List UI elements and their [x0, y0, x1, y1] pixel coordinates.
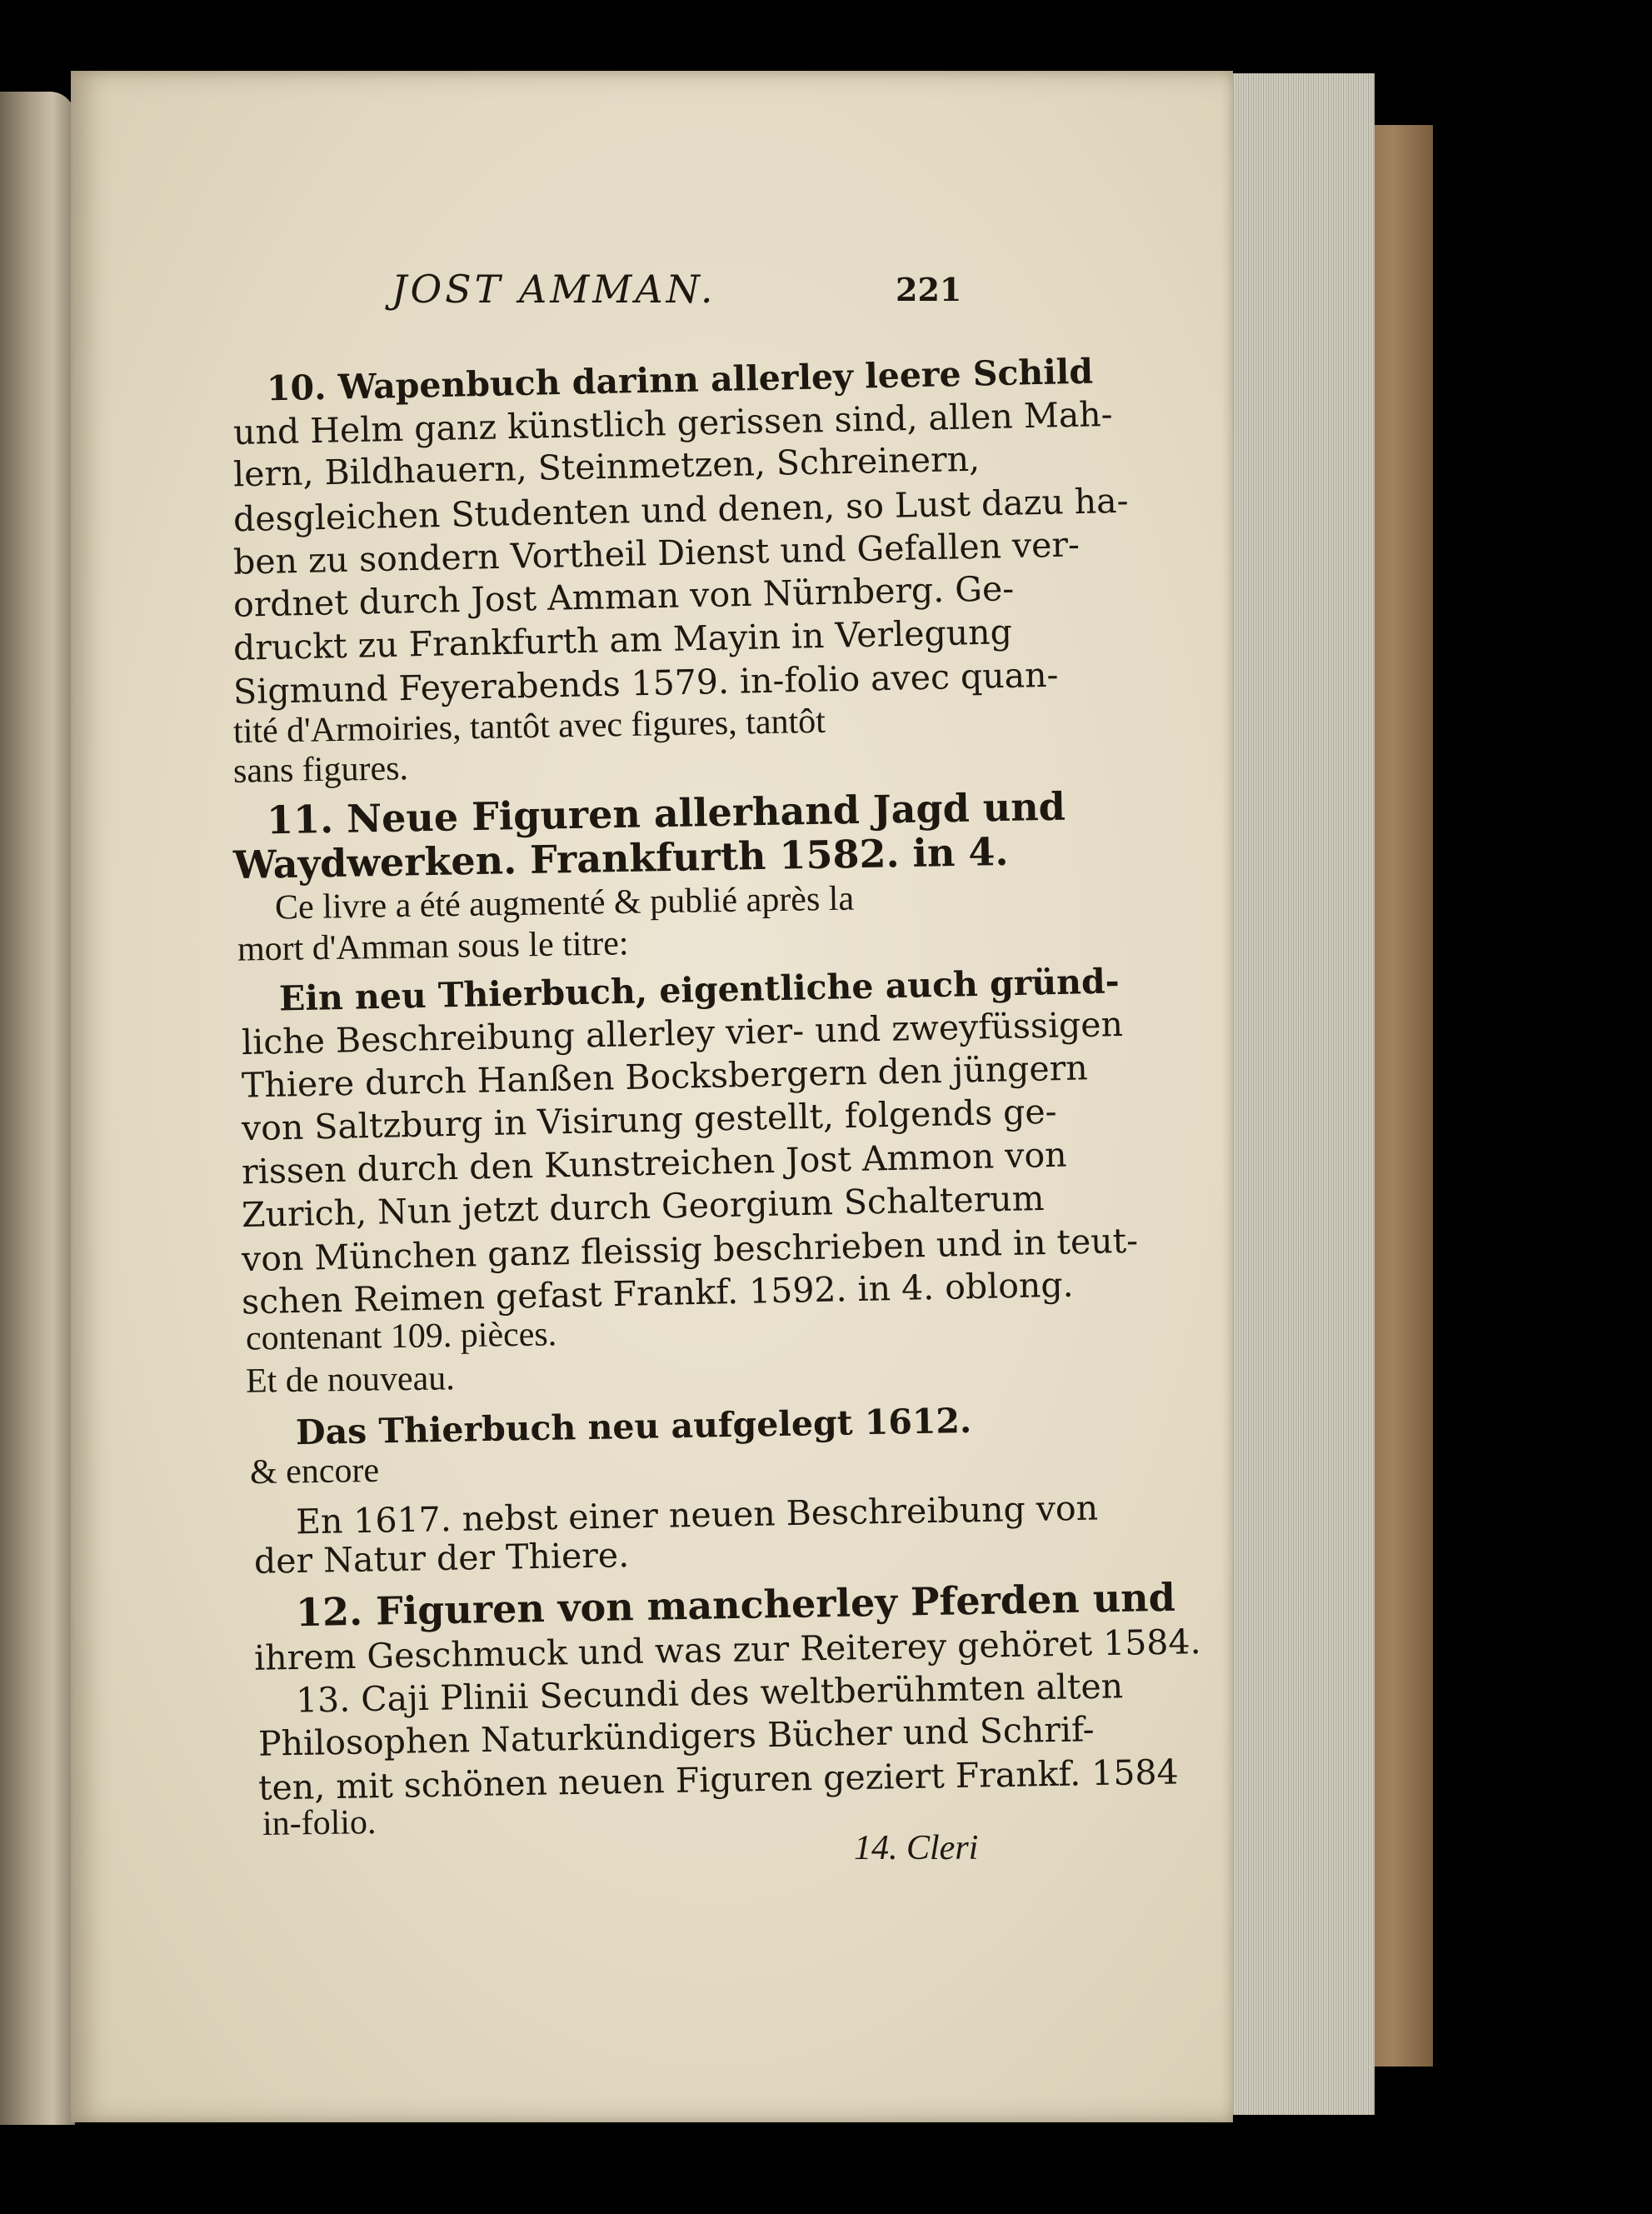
text-line: lern, Bildhauern, Steinmetzen, Schreinern,: [232, 438, 981, 495]
text-line: Ein neu Thierbuch, eigentliche auch gründ-: [278, 961, 1120, 1019]
text-line: Waydwerken. Frankfurth 1582. in 4.: [232, 828, 1009, 888]
text-line: Philosophen Naturkündigers Bücher und Schrif-: [257, 1709, 1095, 1764]
text-line: desgleichen Studenten und denen, so Lust dazu ha-: [232, 480, 1129, 540]
text-line: Ce livre a été augmenté & publié après la: [274, 879, 855, 927]
text-line: 13. Caji Plinii Secundi des weltberühmten alten: [295, 1666, 1124, 1721]
text-line: En 1617. nebst einer neuen Beschreibung von: [295, 1487, 1099, 1542]
text-line: ten, mit schönen neuen Figuren geziert Frankf. 1584: [257, 1752, 1180, 1808]
text-line: liche Beschreibung allerley vier- und zweyfüssigen: [241, 1003, 1124, 1063]
text-line: ben zu sondern Vortheil Dienst und Gefallen ver-: [232, 524, 1081, 582]
catchword: 14. Cleri: [854, 1829, 979, 1867]
text-line: rissen durch den Kunstreichen Jost Ammon von: [241, 1134, 1068, 1192]
text-line: von München ganz fleissig beschrieben und in teut-: [241, 1220, 1139, 1280]
page-number: 221: [896, 271, 962, 308]
text-line: ihrem Geschmuck und was zur Reiterey gehöret 1584.: [253, 1622, 1201, 1678]
text-line: 10. Wapenbuch darinn allerley leere Schild: [266, 351, 1094, 409]
text-line: und Helm ganz künstlich gerissen sind, allen Mah-: [232, 393, 1113, 453]
text-line: tité d'Armoiries, tantôt avec figures, tantôt: [232, 702, 826, 752]
text-line: von Saltzburg in Visirung gestellt, folgends ge-: [241, 1091, 1057, 1149]
text-line: Zurich, Nun jetzt durch Georgium Schalterum: [241, 1177, 1045, 1236]
text-line: Das Thierbuch neu aufgelegt 1612.: [295, 1400, 972, 1453]
text-line: Et de nouveau.: [245, 1359, 456, 1401]
text-line: contenant 109. pièces.: [245, 1315, 557, 1358]
text-line: & encore: [249, 1451, 380, 1492]
text-line: der Natur der Thiere.: [253, 1535, 630, 1582]
text-line: Thiere durch Hanßen Bocksbergern den jüngern: [241, 1047, 1089, 1106]
text-line: 11. Neue Figuren allerhand Jagd und: [266, 783, 1066, 843]
text-line: 12. Figuren von mancherley Pferden und: [295, 1574, 1176, 1636]
text-line: sans figures.: [232, 749, 409, 791]
running-head: JOST AMMAN.: [392, 267, 716, 312]
facing-page-edge: [0, 92, 75, 2125]
text-line: Sigmund Feyerabends 1579. in-folio avec quan-: [232, 654, 1059, 712]
text-line: schen Reimen gefast Frankf. 1592. in 4. oblong.: [241, 1264, 1075, 1322]
text-line: in-folio.: [262, 1803, 377, 1843]
text-line: mort d'Amman sous le titre:: [237, 924, 629, 969]
text-line: ordnet durch Jost Amman von Nürnberg. Ge-: [232, 568, 1015, 625]
text-line: druckt zu Frankfurth am Mayin in Verlegung: [232, 612, 1013, 668]
page-block-edges: [1208, 73, 1375, 2115]
